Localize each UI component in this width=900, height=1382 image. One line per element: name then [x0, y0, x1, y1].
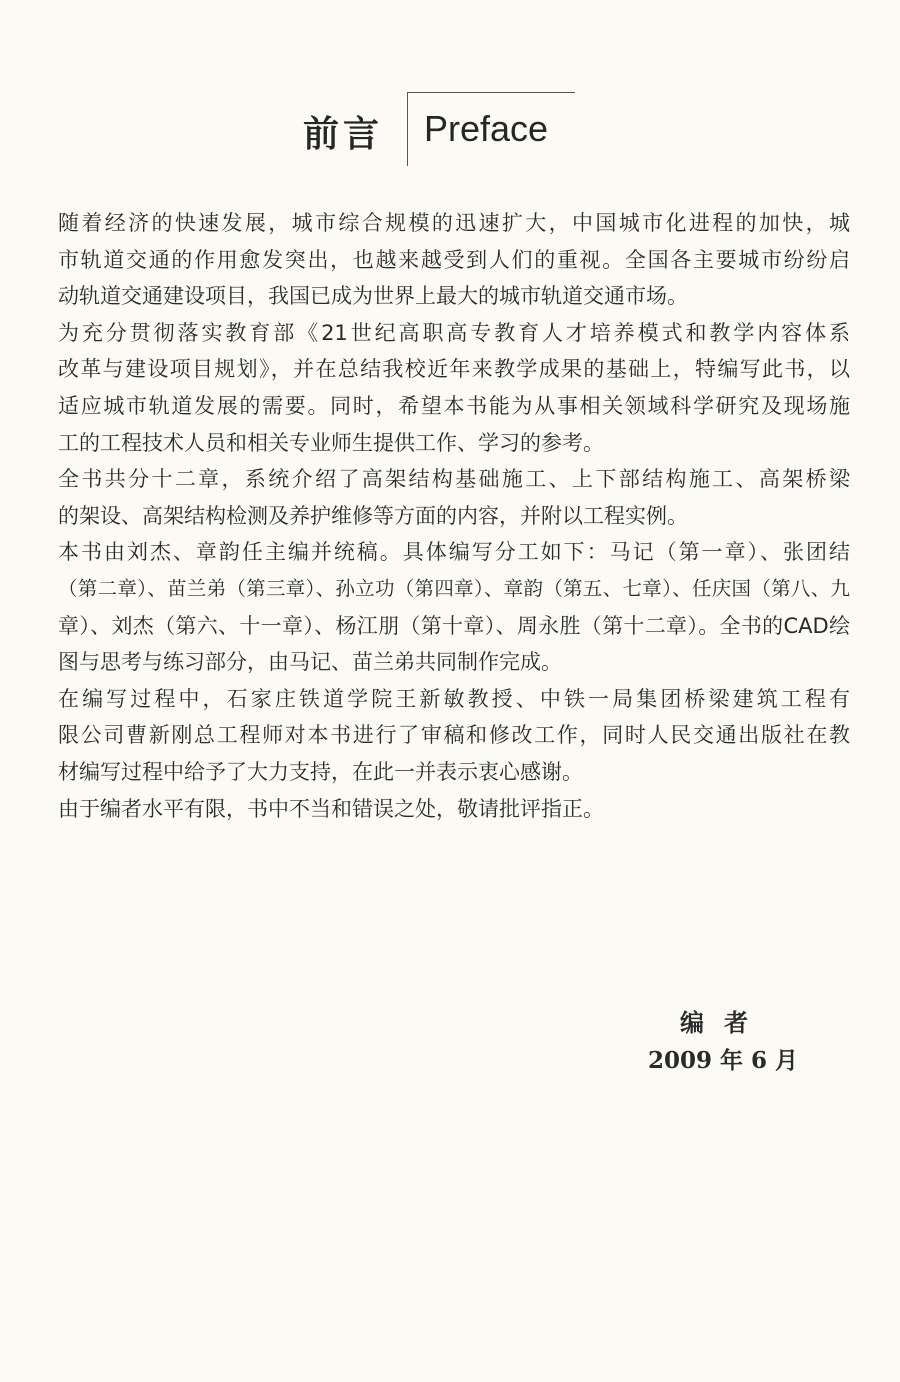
paragraph-line: 为充分贯彻落实教育部《21世纪高职高专教育人才培养模式和教学内容体系: [58, 320, 850, 345]
page-title-chinese: 前言: [303, 114, 384, 155]
paragraph-line: （第二章）、苗兰弟（第三章）、孙立功（第四章）、章韵（第五、七章）、任庆国（第八、九: [58, 576, 850, 600]
signature-author: 编者: [680, 1008, 768, 1037]
paragraph-line: 本书由刘杰、章韵任主编并统稿。具体编写分工如下：马记（第一章）、张团结: [58, 540, 850, 565]
paragraph: [58, 534, 850, 680]
paragraph-line: 在编写过程中，石家庄铁道学院王新敏教授、中铁一局集团桥梁建筑工程有: [58, 686, 850, 711]
paragraph-line: 全书共分十二章，系统介绍了高架结构基础施工、上下部结构施工、高架桥梁: [58, 467, 850, 492]
paragraph-line: 限公司曹新刚总工程师对本书进行了审稿和修改工作，同时人民交通出版社在教: [58, 723, 850, 748]
signature-date: 2009 年 6 月: [648, 1047, 799, 1074]
paragraph-line: 的架设、高架结构检测及养护维修等方面的内容，并附以工程实例。: [58, 503, 688, 528]
paragraph: [58, 205, 850, 315]
paragraph: [58, 791, 850, 828]
paragraph-line: 材编写过程中给予了大力支持，在此一并表示衷心感谢。: [58, 759, 583, 784]
paragraph-line: 市轨道交通的作用愈发突出，也越来越受到人们的重视。全国各主要城市纷纷启: [58, 247, 850, 272]
paragraph-line: 由于编者水平有限，书中不当和错误之处，敬请批评指正。: [58, 796, 604, 821]
paragraph-line: 改革与建设项目规划》，并在总结我校近年来教学成果的基础上，特编写此书，以: [58, 357, 850, 382]
paragraph-line: 章）、刘杰（第六、十一章）、杨江朋（第十章）、周永胜（第十二章）。全书的CAD绘: [58, 613, 850, 638]
title-divider-horizontal: [407, 92, 575, 93]
paragraph: [58, 315, 850, 461]
preface-body: [58, 205, 850, 827]
paragraph: [58, 681, 850, 791]
paragraph-line: 适应城市轨道发展的需要。同时，希望本书能为从事相关领域科学研究及现场施: [58, 393, 850, 418]
paragraph-line: 图与思考与练习部分，由马记、苗兰弟共同制作完成。: [58, 650, 562, 675]
title-divider-vertical: [407, 92, 408, 166]
paragraph-line: 工的工程技术人员和相关专业师生提供工作、学习的参考。: [58, 430, 604, 455]
paragraph: [58, 461, 850, 534]
paragraph-line: 随着经济的快速发展，城市综合规模的迅速扩大，中国城市化进程的加快，城: [58, 211, 850, 235]
paragraph-line: 动轨道交通建设项目，我国已成为世界上最大的城市轨道交通市场。: [58, 284, 688, 309]
page-title-english: Preface: [424, 108, 549, 149]
